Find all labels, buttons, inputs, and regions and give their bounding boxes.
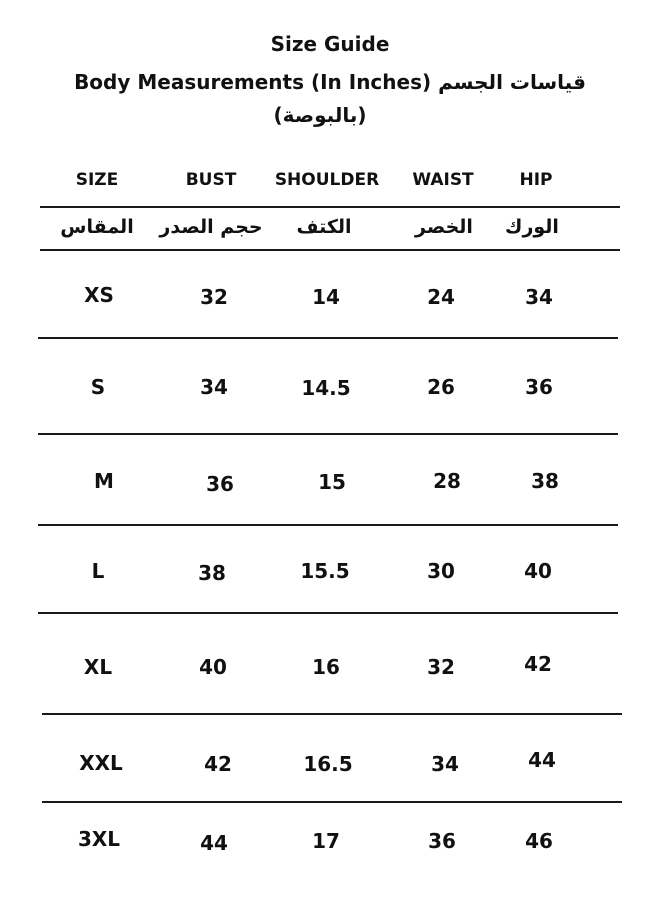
cell-hip: 44 xyxy=(528,748,556,772)
row-divider xyxy=(42,801,622,803)
cell-shoulder: 14.5 xyxy=(301,376,351,400)
cell-hip: 40 xyxy=(524,559,552,583)
cell-shoulder: 16.5 xyxy=(303,752,353,776)
cell-shoulder: 16 xyxy=(312,655,340,679)
cell-size: XL xyxy=(83,655,113,679)
cell-shoulder: 15.5 xyxy=(300,559,350,583)
cell-waist: 32 xyxy=(427,655,455,679)
cell-hip: 46 xyxy=(525,829,553,853)
cell-size: XXL xyxy=(79,751,123,775)
header-shoulder-arabic: الكتف xyxy=(296,216,352,238)
header-divider-bottom xyxy=(40,249,620,251)
header-bust: BUST xyxy=(185,170,237,190)
cell-hip: 38 xyxy=(531,469,559,493)
cell-size: M xyxy=(94,469,114,493)
row-divider xyxy=(38,524,618,526)
row-divider xyxy=(42,713,622,715)
cell-bust: 42 xyxy=(204,752,232,776)
header-divider-top xyxy=(40,206,620,208)
cell-bust: 40 xyxy=(199,655,227,679)
cell-size: XS xyxy=(84,283,114,307)
header-hip: HIP xyxy=(519,170,553,190)
cell-bust: 44 xyxy=(200,831,228,855)
cell-waist: 36 xyxy=(428,829,456,853)
cell-waist: 24 xyxy=(427,285,455,309)
header-shoulder: SHOULDER xyxy=(274,170,380,190)
cell-waist: 26 xyxy=(427,375,455,399)
cell-hip: 42 xyxy=(524,652,552,676)
cell-bust: 32 xyxy=(200,285,228,309)
cell-shoulder: 15 xyxy=(318,470,346,494)
cell-hip: 36 xyxy=(525,375,553,399)
cell-size: 3XL xyxy=(77,827,121,851)
row-divider xyxy=(38,612,618,614)
header-waist: WAIST xyxy=(412,170,474,190)
cell-size: S xyxy=(90,375,106,399)
cell-hip: 34 xyxy=(525,285,553,309)
header-waist-arabic: الخصر xyxy=(415,216,473,238)
cell-bust: 36 xyxy=(206,472,234,496)
cell-waist: 30 xyxy=(427,559,455,583)
row-divider xyxy=(38,433,618,435)
cell-waist: 34 xyxy=(431,752,459,776)
cell-bust: 34 xyxy=(200,375,228,399)
row-divider xyxy=(38,337,618,339)
cell-shoulder: 14 xyxy=(312,285,340,309)
cell-waist: 28 xyxy=(433,469,461,493)
header-size-arabic: المقاس xyxy=(60,216,134,238)
cell-size: L xyxy=(91,559,105,583)
page-title: Size Guide xyxy=(270,32,390,56)
header-size: SIZE xyxy=(75,170,119,190)
page-subtitle-arabic: (بالبوصة) xyxy=(273,103,367,127)
page-subtitle: Body Measurements (In Inches) قياسات الجسم xyxy=(74,70,586,94)
cell-shoulder: 17 xyxy=(312,829,340,853)
cell-bust: 38 xyxy=(198,561,226,585)
header-bust-arabic: حجم الصدر xyxy=(159,216,263,238)
header-hip-arabic: الورك xyxy=(505,216,559,238)
